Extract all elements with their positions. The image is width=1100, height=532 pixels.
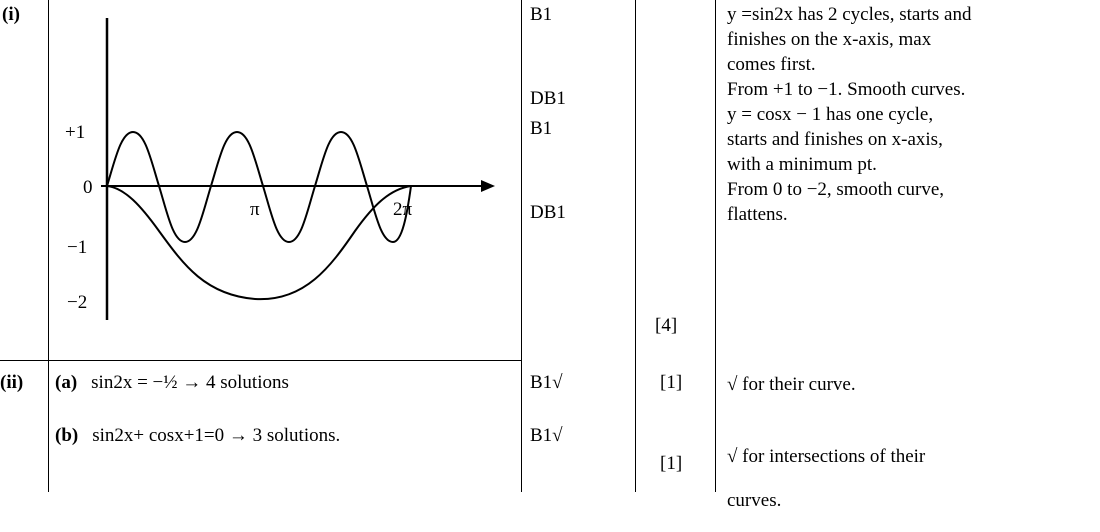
y-tick-minus1: −1: [67, 237, 88, 258]
answer-ii-a-label: (a): [55, 372, 78, 393]
total-part-ii-b: [1]: [660, 453, 683, 474]
x-axis-arrow: [481, 180, 495, 192]
comment-line-2: finishes on the x-axis, max: [727, 29, 932, 50]
comment-line-6: starts and finishes on x-axis,: [727, 129, 943, 150]
y-tick-minus2: −2: [67, 292, 88, 313]
column-divider-3: [635, 0, 636, 492]
total-part-i: [4]: [655, 315, 678, 336]
answer-ii-a: [55, 372, 289, 394]
column-divider-2: [521, 0, 522, 492]
comment-line-5: y = cosx − 1 has one cycle,: [727, 104, 934, 125]
y-tick-zero: 0: [83, 177, 93, 198]
part-label-i: (i): [2, 4, 20, 25]
graph-figure: [55, 10, 515, 350]
comment-ii-b-line-1: √ for intersections of their: [727, 446, 926, 467]
comment-ii-b-line-2: curves.: [727, 490, 782, 511]
x-tick-pi: π: [250, 199, 260, 220]
comment-line-9: flattens.: [727, 204, 788, 225]
x-tick-2pi: 2π: [393, 199, 413, 220]
total-part-ii-a: [1]: [660, 372, 683, 393]
mark-b1-root-2: B1√: [530, 425, 563, 446]
mark-b1-1: B1: [530, 4, 553, 25]
column-divider-4: [715, 0, 716, 492]
comment-line-1: y =sin2x has 2 cycles, starts and: [727, 4, 972, 25]
mark-db1-1: DB1: [530, 88, 566, 109]
y-tick-plus1: +1: [65, 122, 86, 143]
mark-db1-2: DB1: [530, 202, 566, 223]
part-label-ii: (ii): [0, 372, 24, 393]
answer-ii-b-text: sin2x+ cosx+1=0 → 3 solutions.: [92, 425, 341, 446]
answer-ii-a-text: sin2x = −½ → 4 solutions: [91, 372, 289, 393]
column-divider-1: [48, 0, 49, 492]
comment-line-8: From 0 to −2, smooth curve,: [727, 179, 945, 200]
row-divider-1: [0, 360, 521, 361]
comment-part-ii-b: [727, 425, 1082, 532]
mark-b1-root-1: B1√: [530, 372, 563, 393]
comments-part-i: [727, 2, 1087, 227]
comment-line-3: comes first.: [727, 54, 816, 75]
mark-b1-2: B1: [530, 118, 553, 139]
comment-line-7: with a minimum pt.: [727, 154, 877, 175]
answer-ii-b: [55, 425, 340, 447]
comment-line-4: From +1 to −1. Smooth curves.: [727, 79, 966, 100]
answer-ii-b-label: (b): [55, 425, 79, 446]
comment-part-ii-a: √ for their curve.: [727, 374, 856, 395]
